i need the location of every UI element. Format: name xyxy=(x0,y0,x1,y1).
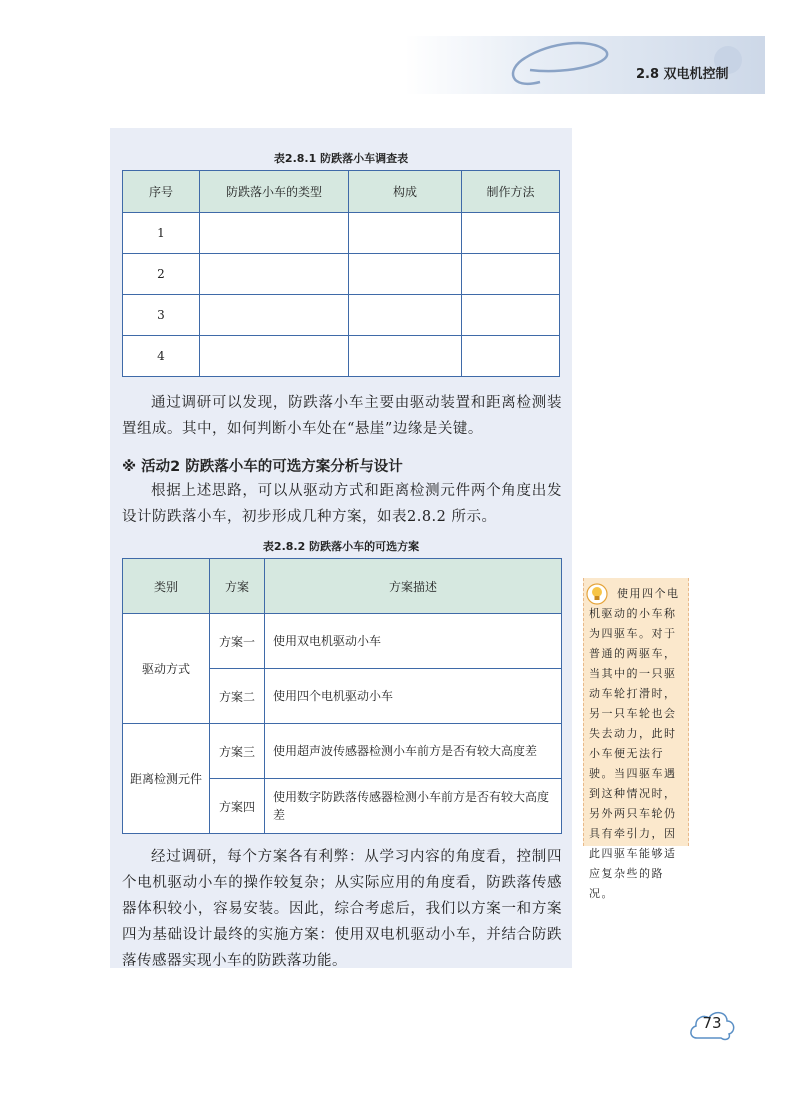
table-cell: 2 xyxy=(123,254,200,295)
table-cell xyxy=(349,336,462,377)
table-cell xyxy=(200,295,349,336)
table-cell: 4 xyxy=(123,336,200,377)
survey-table xyxy=(122,170,560,377)
table2-header: 方案 xyxy=(210,559,265,614)
table-cell xyxy=(349,295,462,336)
table-row xyxy=(123,295,560,336)
plan-name-cell: 方案三 xyxy=(210,724,265,779)
table-cell xyxy=(349,254,462,295)
table2-header: 类别 xyxy=(123,559,210,614)
plan-desc-cell: 使用数字防跌落传感器检测小车前方是否有较大高度差 xyxy=(265,779,562,834)
plan-desc-cell: 使用四个电机驱动小车 xyxy=(265,669,562,724)
table-row xyxy=(123,254,560,295)
activity-heading: ※ 活动2 防跌落小车的可选方案分析与设计 xyxy=(122,459,403,475)
table-cell xyxy=(349,213,462,254)
table2-caption: 表2.8.2 防跌落小车的可选方案 xyxy=(262,540,420,553)
category-cell: 驱动方式 xyxy=(123,614,210,724)
table-cell: 3 xyxy=(123,295,200,336)
table-row xyxy=(123,336,560,377)
plan-name-cell: 方案一 xyxy=(210,614,265,669)
plan-desc-cell: 使用双电机驱动小车 xyxy=(265,614,562,669)
paragraph-text: 经过调研，每个方案各有利弊：从学习内容的角度看，控制四个电机驱动小车的操作较复杂；从实际应用的角度看，防跌落传感器体积较小，容易安装。因此，综合考虑后，我们以方案一和方案四为基础设计最终的实施方案：使用双电机驱动小车，并结合防跌落传感器实现小车的防跌落功能。 xyxy=(122,849,562,969)
table-cell xyxy=(200,336,349,377)
paragraph-block xyxy=(122,844,562,974)
table-cell xyxy=(462,336,560,377)
table1-caption: 表2.8.1 防跌落小车调查表 xyxy=(273,152,409,165)
table-cell: 1 xyxy=(123,213,200,254)
header-decoration-icon xyxy=(500,30,770,100)
table-cell xyxy=(200,213,349,254)
table-row xyxy=(123,213,560,254)
plan-name-cell: 方案四 xyxy=(210,779,265,834)
table-cell xyxy=(462,254,560,295)
category-cell: 距离检测元件 xyxy=(123,724,210,834)
sidebar-note-text: 使用四个电机驱动的小车称为四驱车。对于普通的两驱车，当其中的一只驱动车轮打滑时，另一只车轮也会失去动力，此时小车便无法行驶。当四驱车遇到这种情况时，另外两只车轮仍具有牵引力，因此四驱车能够适应复杂些的路况。 xyxy=(589,587,680,900)
page-number: 73 xyxy=(702,1014,722,1032)
plan-desc-cell: 使用超声波传感器检测小车前方是否有较大高度差 xyxy=(265,724,562,779)
table2-header: 方案描述 xyxy=(265,559,562,614)
options-table xyxy=(122,558,562,834)
paragraph-text: 根据上述思路，可以从驱动方式和距离检测元件两个角度出发设计防跌落小车，初步形成几种方案，如表2.8.2 所示。 xyxy=(122,483,562,525)
paragraph-block xyxy=(122,478,562,530)
table1-header: 序号 xyxy=(123,171,200,213)
table-cell xyxy=(462,213,560,254)
table1-header: 构成 xyxy=(349,171,462,213)
table1-header: 制作方法 xyxy=(462,171,560,213)
section-title: 2.8 双电机控制 xyxy=(636,67,729,82)
table-cell xyxy=(200,254,349,295)
table-cell xyxy=(462,295,560,336)
paragraph-text: 通过调研可以发现，防跌落小车主要由驱动装置和距离检测装置组成。其中，如何判断小车处在“悬崖”边缘是关键。 xyxy=(122,395,562,437)
table-row xyxy=(123,614,562,669)
table-row xyxy=(123,724,562,779)
table1-header: 防跌落小车的类型 xyxy=(200,171,349,213)
paragraph-block xyxy=(122,390,562,442)
plan-name-cell: 方案二 xyxy=(210,669,265,724)
